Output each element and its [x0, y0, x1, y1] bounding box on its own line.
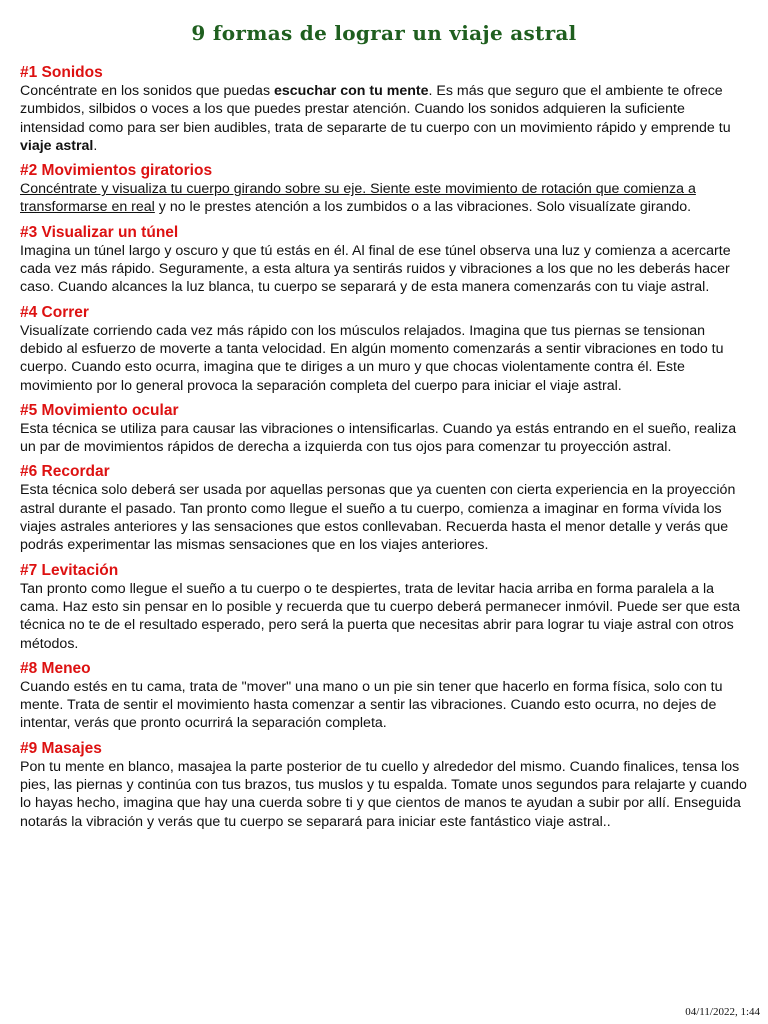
section-heading: #3 Visualizar un túnel: [20, 223, 179, 241]
body-text-run: Cuando estés en tu cama, trata de "mover" una mano o un pie sin tener que hacerlo en forma física, solo con tu mente. Trata de sentir el movimiento hasta comenzar a sentir las vibraciones. Cuando esto ocurra, no dejes de intentar, verás que pronto ocurrirá la separación completa.: [20, 678, 723, 732]
print-timestamp: 04/11/2022, 1:44: [685, 1006, 760, 1018]
section-5: [20, 402, 748, 457]
section-9: [20, 740, 748, 831]
underlined-text: Concéntrate y visualiza tu cuerpo girando sobre su eje. Siente este movimiento de rotación que comienza a transformarse en real: [20, 181, 696, 216]
section-body: [20, 322, 748, 395]
section-heading: #7 Levitación: [20, 561, 119, 579]
emphasized-text: viaje astral: [20, 137, 94, 154]
body-text-run: Esta técnica se utiliza para causar las vibraciones o intensificarlas. Cuando ya estás entrando en el sueño, realiza un par de movimientos rápidos de derecha a izquierda con tus ojos para comenzar tu proyección astral.: [20, 420, 737, 456]
section-body: [20, 82, 748, 155]
section-heading: #2 Movimientos giratorios: [20, 162, 213, 180]
section-2: [20, 162, 748, 217]
section-heading: #9 Masajes: [20, 739, 102, 757]
body-text-run: Esta técnica solo deberá ser usada por aquellas personas que ya cuenten con cierta experiencia en la proyección astral durante el pasado. Tan pronto como llegue el sueño a tu cuerpo, comienza a imaginar en forma vívida los viajes astrales anteriores y las sensaciones que estos conllevaban. Recuerda hasta el menor detalle y verás que podrás experimentar las mismas sensaciones que en los viajes anteriores.: [20, 482, 736, 554]
section-body: [20, 242, 748, 297]
sections-container: [20, 64, 748, 831]
section-heading: #1 Sonidos: [20, 64, 103, 81]
section-body: [20, 420, 748, 457]
section-body: [20, 580, 748, 653]
document-title: 9 formas de lograr un viaje astral: [191, 21, 577, 45]
body-text-run: .: [93, 137, 98, 154]
section-body: [20, 481, 748, 554]
body-text-run: Tan pronto como llegue el sueño a tu cuerpo o te despiertes, trata de levitar hacia arriba en forma paralela a la cama. Haz esto sin pensar en lo posible y recuerda que tu cuerpo deberá permanecer inmóvil. Puede ser que esta técnica no te de el resultado esperado, pero será la puerta que necesitas abrir para lograr tu viaje astral con otros métodos.: [20, 580, 741, 652]
body-text-run: Imagina un túnel largo y oscuro y que tú estás en él. Al final de ese túnel observa una luz y comienza a acercarte cada vez más rápido. Seguramente, a esta altura ya sentirás ruidos y vibraciones a los que no les deberás hacer caso. Cuando alcances la luz blanca, tu cuerpo se separará y de esta manera comenzarás con tu viaje astral.: [20, 242, 731, 296]
section-body: [20, 678, 748, 733]
section-heading: #5 Movimiento ocular: [20, 401, 179, 419]
body-text-run: Pon tu mente en blanco, masajea la parte posterior de tu cuello y alrededor del mismo. Cuando finalices, tensa los pies, las piernas y continúa con tus brazos, tus muslos y tu espalda. Tomate unos segundos para relajarte y cuando lo hayas hecho, imagina que hay una cuerda sobre ti y que cientos de manos te ayudan a subir por allí. Enseguida notarás la vibración y verás que tu cuerpo se separará para iniciar este fantástico viaje astral..: [20, 758, 747, 830]
body-text-run: . Es más que seguro que el ambiente te ofrece zumbidos, silbidos o voces a los que puedes prestar atención. Cuando los sonidos adquieren la suficiente intensidad como para ser bien audibles, trata de separarte de tu cuerpo con un movimiento rápido y emprende tu: [20, 83, 731, 136]
emphasized-text: escuchar con tu mente: [273, 83, 429, 99]
section-heading: #4 Correr: [20, 303, 89, 321]
section-6: [20, 463, 748, 554]
section-body: [20, 180, 748, 217]
section-7: [20, 562, 748, 653]
section-heading: #8 Meneo: [20, 659, 91, 677]
section-3: [20, 224, 748, 297]
section-8: [20, 660, 748, 733]
section-4: [20, 304, 748, 395]
body-text-run: y no le prestes atención a los zumbidos o a las vibraciones. Solo visualízate girando.: [154, 199, 692, 216]
body-text-run: Visualízate corriendo cada vez más rápido con los músculos relajados. Imagina que tus piernas se tensionan debido al esfuerzo de moverte a tanta velocidad. En algún momento comenzarás a sentir vibraciones en todo tu cuerpo. Cuando esto ocurra, imagina que te diriges a un muro y que chocas violentamente contra él. Este movimiento por lo general provoca la separación completa del cuerpo para iniciar el viaje astral.: [20, 322, 724, 394]
body-text-run: Concéntrate en los sonidos que puedas: [20, 83, 274, 99]
section-body: [20, 758, 748, 831]
section-1: [20, 64, 748, 155]
document-page: [20, 18, 748, 838]
section-heading: #6 Recordar: [20, 463, 110, 481]
